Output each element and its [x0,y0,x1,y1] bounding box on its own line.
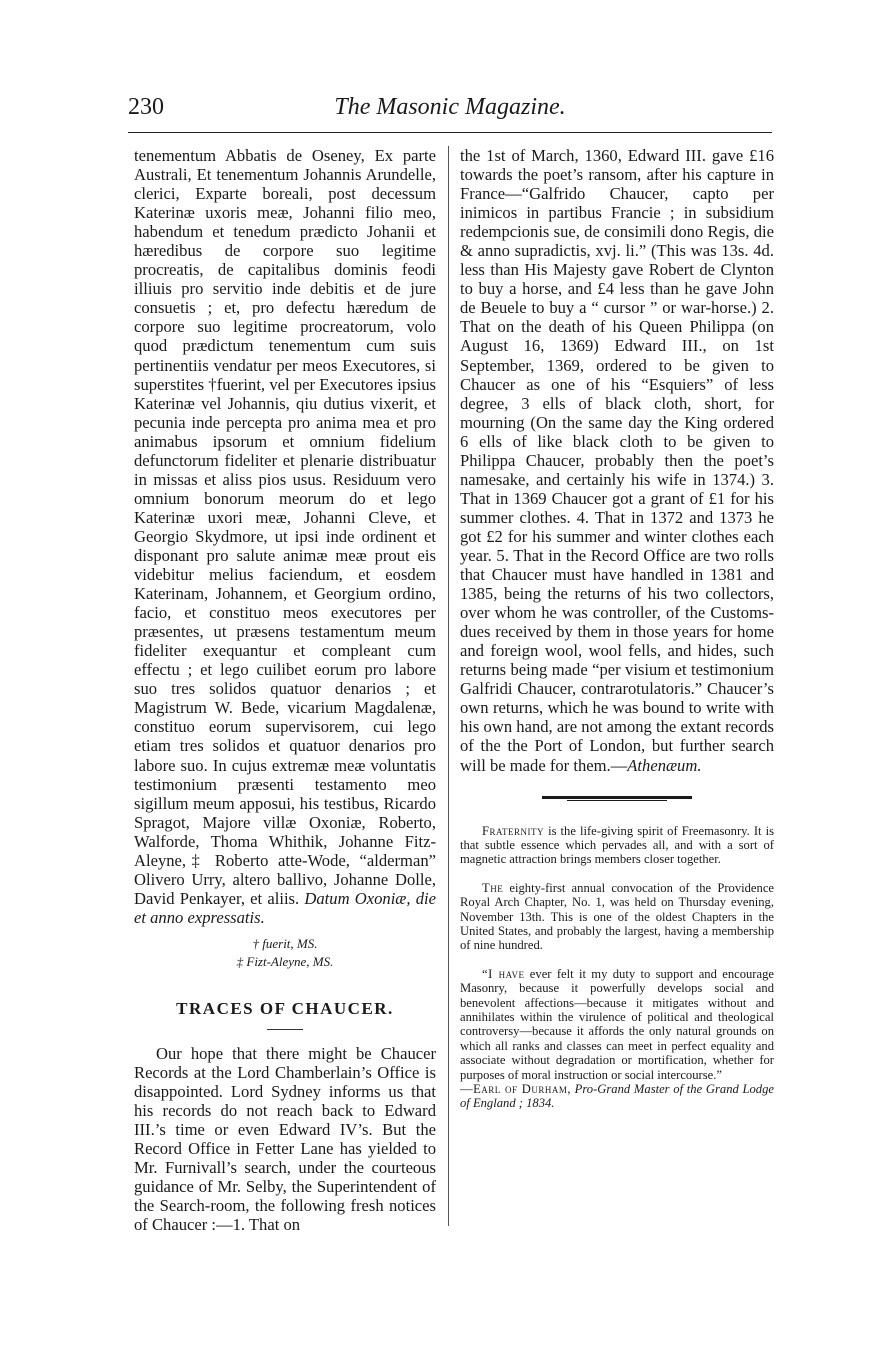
page-header [128,92,772,133]
chaucer-paragraph: Our hope that there might be Chaucer Records at the Lord Chamberlain’s Office is disappointed. Lord Sydney informs us that his records do not reach back to Edward III.’s time or even Edward IV’s. But the Record Office in Fetter Lane has yielded to Mr. Furnivall’s search, under the courteous guidance of Mr. Selby, the Superintendent of the Search-room, the following fresh notices of Chaucer :—1. That on [134,1043,436,1235]
fraternity-text: is the life-giving spirit of Freemasonry. It is that subtle essence which pervades all, and with a sort of magnetic attraction brings members closer together. [460,823,774,867]
title-rule [267,1029,303,1030]
convocation-lead: The [482,880,504,895]
chaucer-continued [460,146,774,775]
footnote-fitz-aleyne: ‡ Fizt-Aleyne, MS. [236,953,334,969]
will-paragraph [134,146,436,927]
quote-text: ever felt it my duty to support and encourage Masonry, because it powerfully develops social and benevolent affections—because it mitigates without and annihilates within the virulence of political and theological controversy—because it affords the only natural grounds on which all ranks and classes can meet in perfect equality and associate without degradation or mortification, whether for purposes of moral instruction or social intercourse.” [460,966,774,1082]
column-divider [448,146,449,1226]
quote-lead: “I have [482,966,525,981]
quote-attribution-name: —Earl of Durham, [460,1082,571,1097]
page-number: 230 [128,94,164,120]
ornament-thick-line [542,796,692,799]
durham-quote [460,967,774,1111]
chaucer-continued-text: the 1st of March, 1360, Edward III. gave £16 towards the poet’s ransom, after his capture in France—“Galfrido Chaucer, capto per inimicos in partibus Francie ; in subsidium redempcionis sue, de consimili dono Regis, die & anno supradictis, xvj. li.” (This was 13s. 4d. less than His Majesty gave Robert de Clynton to buy a horse, and £4 less than he gave John de Beuele to buy a “ cursor ” or war-horse.) 2. That on the death of his Queen Philippa (on August 16, 1369) Edward III., on 1st September, 1369, ordered to be given to Chaucer as one of his “Esquiers” of less degree, 3 ells of black cloth, short, for mourning (On the same day the King ordered 6 ells of like black cloth to be given to Philippa Chaucer, probably then the poet’s namesake, and certainly his wife in 1374.) 3. That in 1369 Chaucer got a grant of £1 for his summer clothes. 4. That in 1372 and 1373 he got £2 for his summer and winter clothes each year. 5. That in the Record Office are two rolls that Chaucer must have handled in 1381 and 1385, being the returns of his two collectors, over whom he was controller, of the Customs-dues received by them in those years for home and foreign wool, wool fells, and hides, such returns being made “per visium et testimonium Galfridi Chaucer, contrarotulatoris.” Chaucer’s own returns, which he was bound to write with his own hand, are not among the extant records of the the Port of London, but further search will be made for them.— [460,146,774,775]
section-title: TRACES OF CHAUCER. [176,998,394,1018]
fraternity-lead: Fraternity [482,823,545,838]
fraternity-note [460,824,774,867]
quote-attribution-role: Pro-Grand Master of the Grand Lodge of England ; 1834. [460,1082,774,1111]
ornament-thin-line [567,800,667,801]
left-column [134,146,436,1234]
convocation-note [460,881,774,953]
ornamental-rule [542,795,692,802]
running-title: The Masonic Magazine. [334,94,566,120]
convocation-text: eighty-first annual convocation of the Providence Royal Arch Chapter, No. 1, was held on Thursday evening, November 13th. This is one of the oldest Chapters in the United States, and probably the largest, having a membership of nine hundred. [460,880,774,953]
will-text: tenementum Abbatis de Oseney, Ex parte Australi, Et tenementum Johannis Arundelle, clerici, Exparte boreali, post decessum Katerinæ uxoris meæ, Johanni filio meo, habendum et tenedum prædicto Johanii et hæredibus de corpore suo legitime procreatis, de capitalibus dominis feodi illiuis pro servitio inde debitis et de jure consuetis ; et, pro defectu hæredum de corpore suo legitime procreatorum, volo quod prædictum tenementum cum suis pertinentiis vendatur per meos Executores, si superstites †fuerint, vel per Executores ipsius Katerinæ vel Johannis, qiu dutius vixerit, et pecunia inde percepta pro anima mea et pro animabus ipsorum et omnium fidelium defunctorum fideliter et plenarie distribuatur in missas et aliss pios usus. Residuum vero omnium bonorum meorum do et lego Katerinæ uxori meæ, Johanni Cleve, et Georgio Skydmore, ut ipsi inde ordinent et disponant pro salute animæ meæ prout eis videbitur melius faciendum, et eosdem Katerinam, Johannem, et Georgium ordino, facio, et constituo meos executores per præsentes, ut præsens testamentum meum fideliter exequantur et compleant cum effectu ; et lego cuilibet eorum pro labore suo tres solidos quatuor denarios ; et Magistrum W. Bede, vicarium Magdalenæ, constituo eorum supervisorem, cui lego etiam tres solidos et quatuor denarios pro labore suo. In cujus extremæ meæ voluntatis testimonium præsenti testamento meo sigillum meum apposui, his testibus, Ricardo Spragot, Majore villæ Oxoniæ, Roberto, Walforde, Thoma Whithik, Johanne Fitz-Aleyne,‡ Roberto atte-Wode, “alderman” Olivero Urry, altero ballivo, Johanne Dolle, David Penkayer, et aliis. [134,146,436,908]
footnote-fuerit: † fuerit, MS. [252,935,318,951]
will-dated: Datum Oxoniæ, die et anno expressatis. [134,888,436,927]
source-credit: Athenæum. [627,755,702,775]
right-column [460,146,774,1125]
